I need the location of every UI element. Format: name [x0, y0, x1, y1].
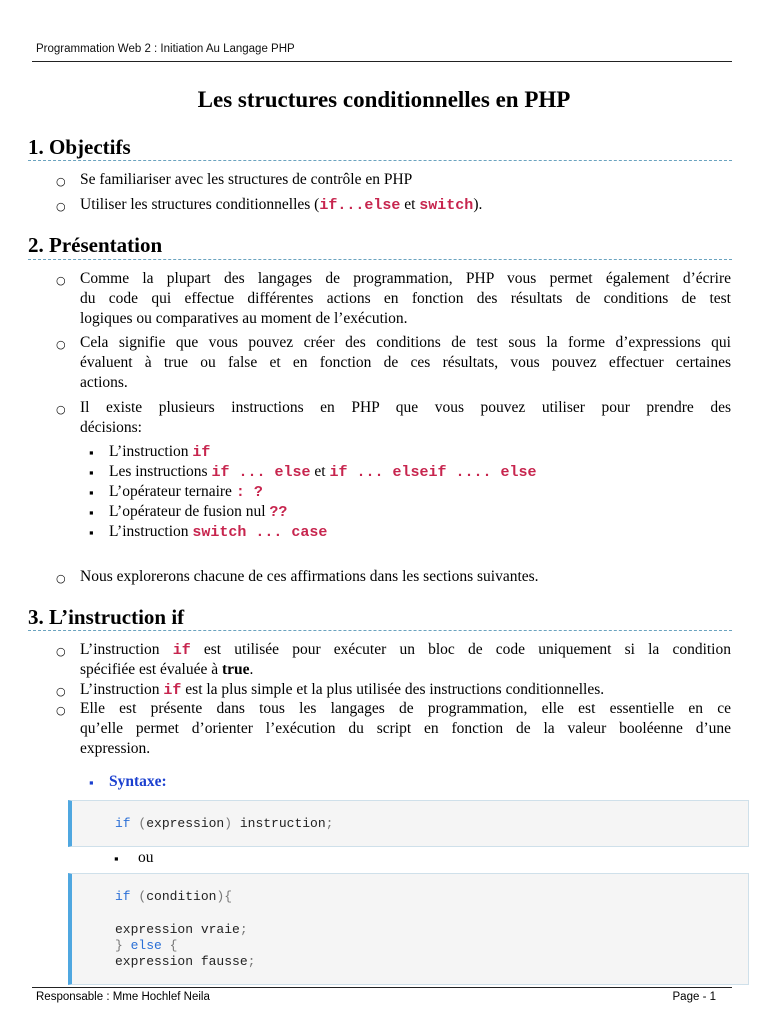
circle-bullet-icon: ○ — [56, 200, 66, 213]
footer-rule — [32, 987, 732, 988]
square-bullet-icon: ▪ — [89, 525, 94, 540]
paragraph-line: qu’elle permet d’orienter l’exécution du script en fonction de la valeur booléenne d’une — [80, 720, 731, 737]
code-line: if (condition){ — [115, 889, 233, 904]
section-presentation-title: 2. Présentation — [28, 233, 163, 257]
page-title: Les structures conditionnelles en PHP — [197, 87, 571, 112]
code-keyword: if ... elseif .... else — [329, 464, 537, 481]
code-keyword: if...else — [319, 197, 401, 214]
circle-bullet-icon: ○ — [56, 403, 66, 416]
paragraph-line: actions. — [80, 374, 128, 391]
code-keyword: : ? — [235, 484, 263, 501]
list-item: L’instruction switch ... case — [109, 523, 328, 541]
paragraph-line: spécifiée est évaluée à true. — [80, 661, 254, 678]
paragraph-line: logiques ou comparatives au moment de l’exécution. — [80, 310, 408, 327]
code-keyword: switch ... case — [192, 524, 328, 541]
square-bullet-icon: ▪ — [89, 445, 94, 460]
code-block — [68, 873, 749, 985]
header-text: Programmation Web 2 : Initiation Au Langage PHP — [36, 43, 295, 55]
code-keyword: if — [163, 682, 182, 699]
objective-item: Se familiariser avec les structures de contrôle en PHP — [80, 171, 413, 188]
paragraph-line: Il existe plusieurs instructions en PHP que vous pouvez utiliser pour prendre des — [80, 399, 731, 416]
paragraph-line: Comme la plupart des langages de programmation, PHP vous permet également d’écrire — [80, 270, 731, 287]
circle-bullet-icon: ○ — [56, 704, 66, 717]
circle-bullet-icon: ○ — [56, 175, 66, 188]
circle-bullet-icon: ○ — [56, 685, 66, 698]
code-keyword: if — [192, 444, 211, 461]
square-bullet-icon: ▪ — [89, 775, 94, 790]
section-if-title: 3. L’instruction if — [28, 605, 185, 629]
paragraph-line: Nous explorerons chacune de ces affirmations dans les sections suivantes. — [80, 568, 539, 585]
paragraph-line: Cela signifie que vous pouvez créer des conditions de test sous la forme d’expressions qui — [80, 334, 731, 351]
code-line: expression vraie; — [115, 922, 248, 937]
code-keyword: if ... else — [211, 464, 311, 481]
page-number: Page - 1 — [672, 991, 716, 1003]
code-line: } else { — [115, 938, 178, 953]
list-item: L’opérateur de fusion nul ?? — [109, 503, 288, 521]
paragraph-line: L’instruction if est utilisée pour exécuter un bloc de code uniquement si la condition — [80, 641, 731, 659]
paragraph-line: expression. — [80, 740, 151, 757]
paragraph-line: Elle est présente dans tous les langages de programmation, elle est essentielle en ce — [80, 700, 731, 717]
square-bullet-icon: ▪ — [89, 485, 94, 500]
section-divider — [28, 160, 732, 161]
list-item: Les instructions if ... else et if ... elseif .... else — [109, 463, 537, 481]
or-label: ou — [138, 849, 154, 866]
paragraph-line: L’instruction if est la plus simple et la plus utilisée des instructions conditionnelles. — [80, 681, 605, 699]
list-item: L’instruction if — [109, 443, 211, 461]
code-keyword: if — [172, 642, 191, 659]
code-block — [68, 800, 749, 847]
circle-bullet-icon: ○ — [56, 338, 66, 351]
section-divider — [28, 259, 732, 260]
square-bullet-icon: ▪ — [114, 851, 119, 866]
objective-item: Utiliser les structures conditionnelles (if...else et switch). — [80, 196, 483, 214]
code-line: expression fausse; — [115, 954, 256, 969]
circle-bullet-icon: ○ — [56, 274, 66, 287]
section-objectifs-title: 1. Objectifs — [28, 135, 131, 159]
square-bullet-icon: ▪ — [89, 465, 94, 480]
square-bullet-icon: ▪ — [89, 505, 94, 520]
circle-bullet-icon: ○ — [56, 645, 66, 658]
paragraph-line: décisions: — [80, 419, 142, 436]
code-keyword: switch — [419, 197, 474, 214]
circle-bullet-icon: ○ — [56, 572, 66, 585]
header-rule — [32, 61, 732, 62]
syntax-heading: Syntaxe: — [109, 773, 167, 790]
section-divider — [28, 630, 732, 631]
code-keyword: ?? — [269, 504, 288, 521]
footer-author: Responsable : Mme Hochlef Neila — [36, 991, 210, 1003]
code-line: if (expression) instruction; — [115, 816, 334, 831]
paragraph-line: évaluent à true ou false et en fonction de ces résultats, vous pouvez effectuer certaines — [80, 354, 731, 371]
paragraph-line: du code qui effectue différentes actions en fonction des résultats de conditions de test — [80, 290, 731, 307]
bold-keyword: true — [222, 661, 250, 678]
list-item: L’opérateur ternaire : ? — [109, 483, 263, 501]
